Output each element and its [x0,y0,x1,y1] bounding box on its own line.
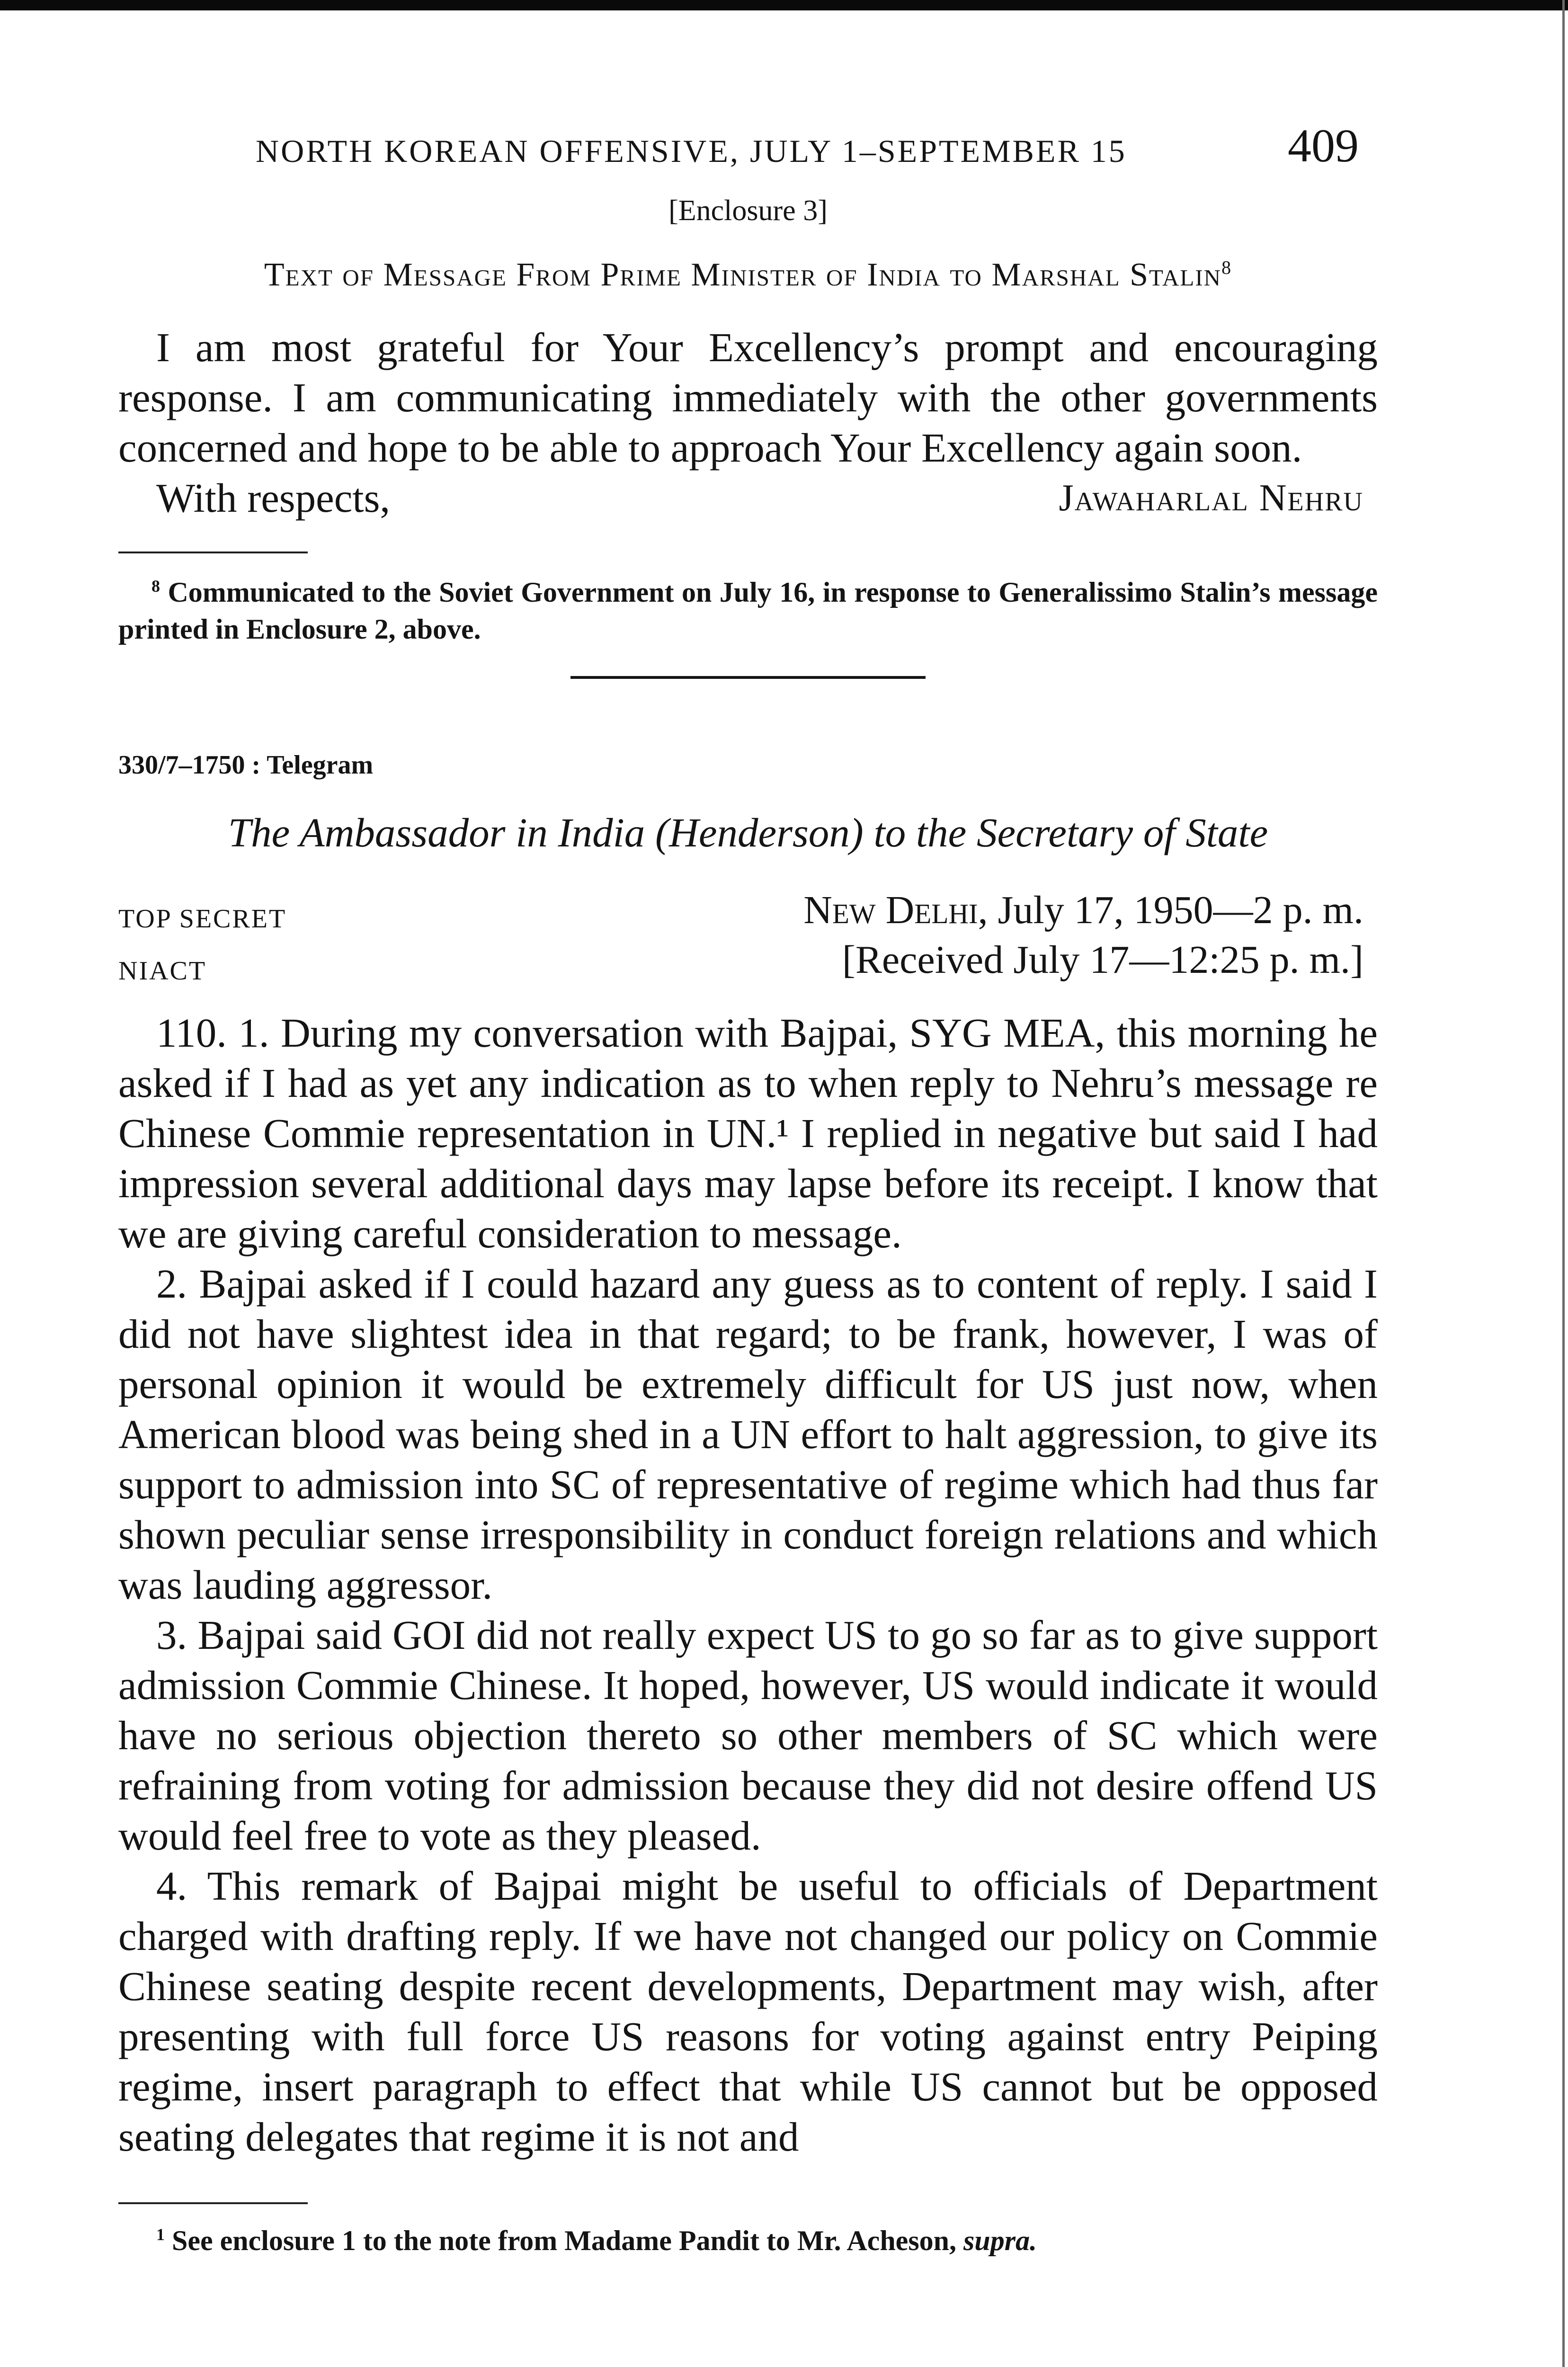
telegram-body [118,1008,1378,2162]
message-title-text: Text of Message From Prime Minister of India to Marshal Stalin [264,257,1222,293]
paragraph-4: 4. This remark of Bajpai might be useful to officials of Department charged with drafting reply. If we have not changed our policy on Commie Chinese seating despite recent developments, Department may wish, after presenting with full force US reasons for voting against entry Peiping regime, insert paragraph to effect that while US cannot but be opposed seating delegates that regime it is not and [118,1863,1378,2160]
paragraph-2: 2. Bajpai asked if I could hazard any guess as to content of reply. I said I did not have slightest idea in that regard; to be frank, however, I was of personal opinion it would be extremely difficult for US just now, when American blood was being shed in a UN effort to halt aggression, to give its support to admission into SC of representative of regime which had thus far shown peculiar sense irresponsibility in conduct foreign relations and which was lauding aggressor. [118,1261,1378,1608]
dateline [803,887,1363,933]
page-footnote-rule [118,2202,308,2204]
classification-niact: NIACT [118,956,207,986]
enclosure-label: [Enclosure 3] [668,195,828,227]
enclosure-footnote-text: Communicated to the Soviet Government on July 16, in response to Generalissimo Stalin’s message printed in Enclosure 2, above. [118,577,1378,645]
file-reference: 330/7–1750 : Telegram [118,750,374,780]
enclosure-footnote [118,568,1378,648]
document-page [118,118,1378,2259]
message-body: I am most grateful for Your Excellency’s prompt and encouraging response. I am communicating immediately with the other governments concerned and hope to be able to approach Your Excellency again soon. [118,324,1378,471]
message-title [118,256,1378,294]
message-title-footnote-mark: 8 [1221,257,1232,278]
section-divider [570,676,926,679]
closing-salutation: With respects, [156,475,391,521]
paragraph-3: 3. Bajpai said GOI did not really expect US to go so far as to give support admission Commie Chinese. It hoped, however, US would indicate it would have no serious objection thereto so other members of SC which were refraining from voting for admission because they did not desire offend US would feel free to vote as they pleased. [118,1612,1378,1859]
closing-line [118,473,1378,523]
page-footnote-text: See enclosure 1 to the note from Madame Pandit to Mr. Acheson, [172,2225,964,2256]
classification-top-secret: TOP SECRET [118,904,287,934]
top-edge-rule [0,0,1568,10]
telegram-title: The Ambassador in India (Henderson) to the Secretary of State [228,810,1268,855]
right-edge-rule [1562,0,1565,2367]
received-line: [Received July 17—12:25 p. m.] [842,938,1363,982]
signature: Jawaharlal Nehru [1059,477,1363,519]
running-head [118,118,1378,170]
page-footnote-italic: supra. [963,2225,1037,2256]
page-number: 409 [1288,119,1359,172]
page-footnote-mark: 1 [156,2225,165,2244]
dateline-place: New Delhi [803,888,978,932]
page-footnote [118,2216,1378,2259]
enclosure-footnote-mark: 8 [151,577,160,596]
dateline-date: , July 17, 1950—2 p. m. [978,888,1363,932]
running-title: NORTH KOREAN OFFENSIVE, JULY 1–SEPTEMBER 15 [256,133,1127,169]
telegram-header [118,885,1378,994]
paragraph-1: 110. 1. During my conversation with Bajpai, SYG MEA, this morning he asked if I had as yet any indication as to when reply to Nehru’s message re Chinese Commie representation in UN.¹ I replied in negative but said I had impression several additional days may lapse before its receipt. I know that we are giving careful consideration to message. [118,1010,1378,1256]
footnote-rule [118,552,308,553]
